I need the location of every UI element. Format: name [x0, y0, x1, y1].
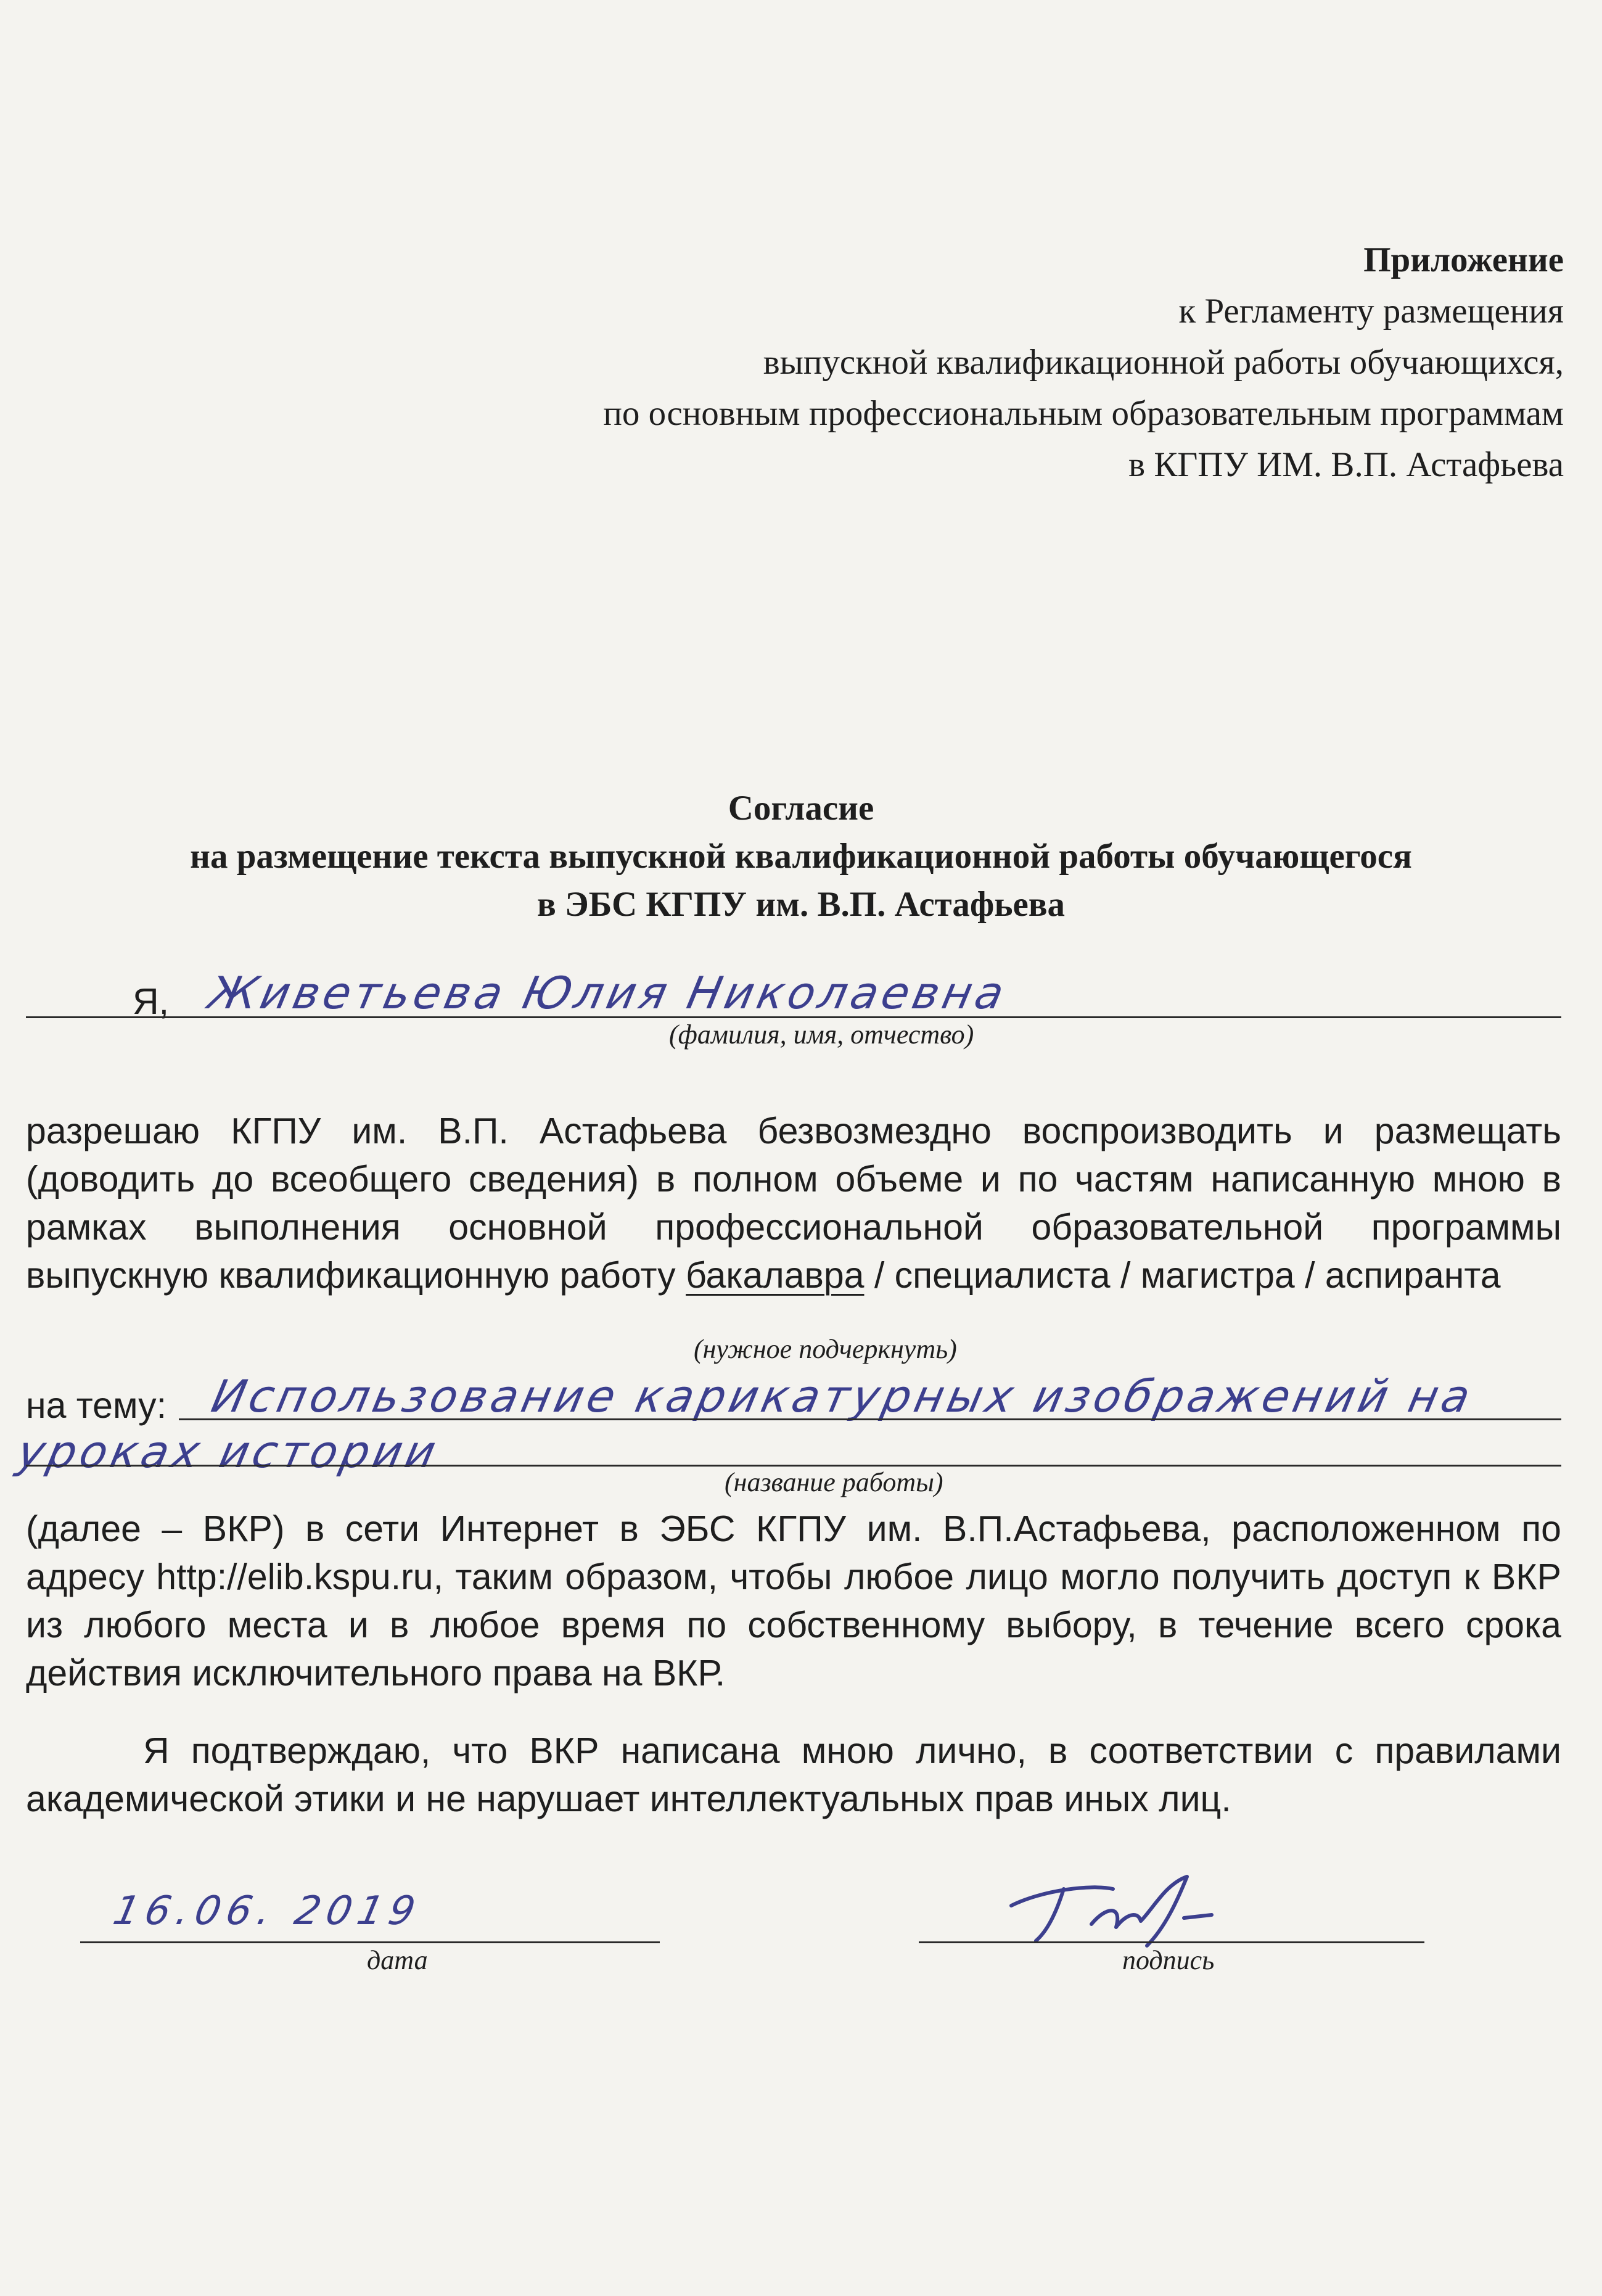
signature-image [999, 1872, 1264, 1952]
signature-caption: подпись [1122, 1945, 1215, 1975]
appendix-title: Приложение [1363, 241, 1564, 279]
date-handwritten: 16.06. 2019 [109, 1888, 425, 1934]
date-underline [80, 1941, 660, 1943]
topic-prefix: на тему: [26, 1385, 167, 1426]
consent-title-line-3: в ЭБС КГПУ им. В.П. Астафьева [536, 885, 1066, 924]
topic-caption: (название работы) [725, 1467, 943, 1497]
name-handwritten: Живетьева Юлия Николаевна [204, 967, 1013, 1019]
appendix-header [603, 234, 1564, 490]
appendix-line-4: в КГПУ ИМ. В.П. Астафьева [1128, 445, 1564, 484]
permission-text: разрешаю КГПУ им. В.П. Астафьева безвозмездно воспроизводить и размещать (доводить до всеобщего сведения) в полном объеме и по частям написанную мною в рамках выполнения основной профессиональной образовательной программы выпускную квалификационную работу [26, 1111, 1561, 1296]
topic-handwritten-line-2: уроках истории [13, 1426, 445, 1478]
appendix-line-3: по основным профессиональным образовательным программам [603, 394, 1564, 433]
permission-paragraph [26, 1107, 1561, 1299]
topic-underline-1 [179, 1418, 1561, 1420]
name-prefix: Я, [133, 981, 169, 1022]
topic-handwritten-line-1: Использование карикатурных изображений на [207, 1370, 1479, 1422]
consent-title-line-1: Согласие [728, 789, 874, 828]
internet-paragraph: (далее – ВКР) в сети Интернет в ЭБС КГПУ им. В.П.Астафьева, расположенном по адресу http://elib.kspu.ru, таким образом, чтобы любое лицо могло получить доступ к ВКР из любого места и в любое время по собственному выбору, в течение всего срока действия исключительного права на ВКР. [26, 1508, 1561, 1693]
name-caption: (фамилия, имя, отчество) [669, 1019, 974, 1050]
consent-title-line-2: на размещение текста выпускной квалификационной работы обучающегося [190, 837, 1412, 876]
name-underline [26, 1016, 1561, 1018]
degree-options: / специалиста / магистра / аспиранта [874, 1255, 1501, 1296]
signature-underline [919, 1941, 1424, 1943]
appendix-line-1: к Регламенту размещения [1178, 292, 1564, 331]
degree-caption: (нужное подчеркнуть) [694, 1334, 957, 1364]
appendix-line-2: выпускной квалификационной работы обучающихся, [763, 343, 1564, 382]
consent-title [0, 784, 1602, 929]
degree-selected: бакалавра [686, 1255, 865, 1296]
confirmation-paragraph: Я подтверждаю, что ВКР написана мною лично, в соответствии с правилами академической этики и не нарушает интеллектуальных прав иных лиц. [26, 1730, 1561, 1819]
date-caption: дата [367, 1945, 428, 1975]
